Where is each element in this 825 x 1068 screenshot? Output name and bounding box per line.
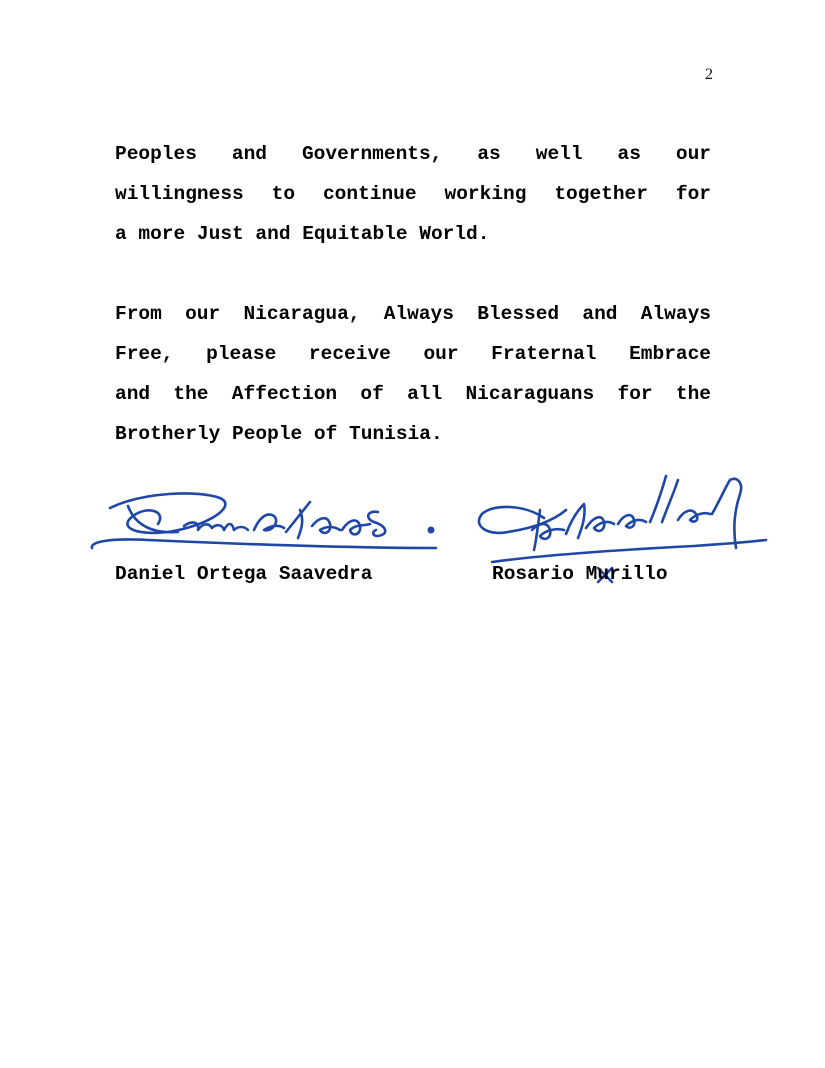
paragraph-line: and the Affection of all Nicaraguans for the — [115, 383, 711, 405]
paragraph-line: Peoples and Governments, as well as our — [115, 143, 711, 165]
page-number: 2 — [705, 66, 713, 83]
paragraph-line: Free, please receive our Fraternal Embrace — [115, 343, 711, 365]
paragraph-closing-wishes — [115, 134, 711, 254]
paragraph-fraternal-embrace — [115, 294, 711, 454]
signature-daniel-ortega — [88, 486, 448, 566]
signatory-name-daniel-ortega: Daniel Ortega Saavedra — [115, 563, 373, 585]
paragraph-line: Brotherly People of Tunisia. — [115, 423, 443, 445]
paragraph-line: willingness to continue working together for — [115, 183, 711, 205]
paragraph-line: From our Nicaragua, Always Blessed and Always — [115, 303, 711, 325]
paragraph-line: a more Just and Equitable World. — [115, 223, 490, 245]
signatory-name-rosario-murillo: Rosario Murillo — [492, 563, 668, 585]
